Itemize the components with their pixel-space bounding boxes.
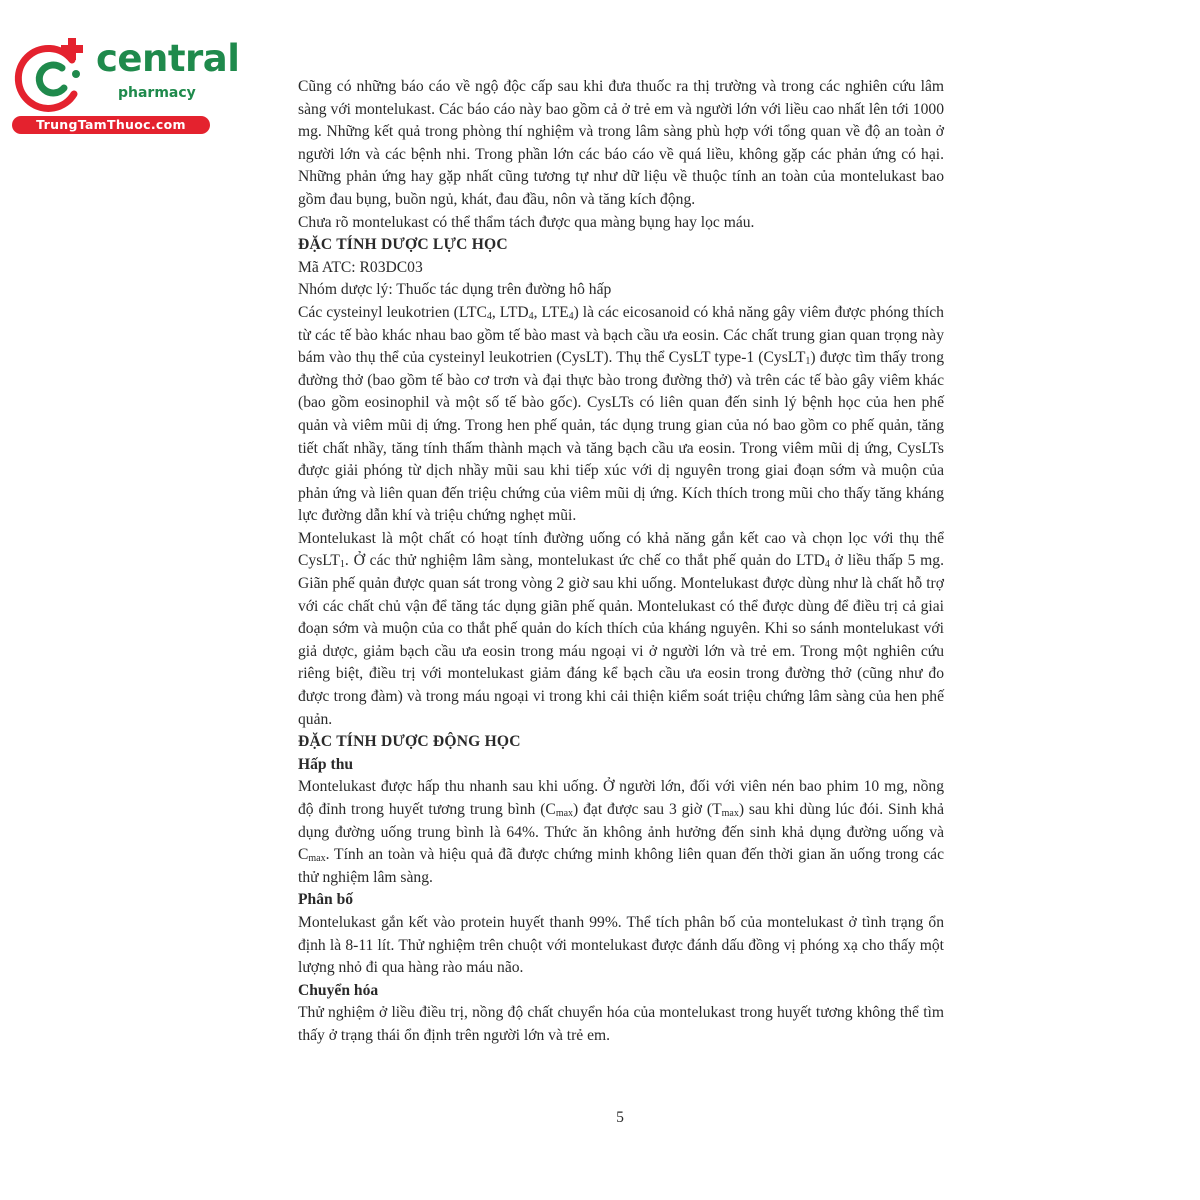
text-run: Montelukast là một chất có hoạt tính đường uống có khả năng gắn kết cao và chọn lọc với thụ thể CysLT bbox=[298, 529, 944, 570]
subscript: max bbox=[721, 808, 739, 819]
document-body bbox=[298, 76, 944, 1048]
subscript: max bbox=[308, 853, 326, 865]
text-run: , LTD bbox=[491, 303, 529, 321]
pharmacy-cross-icon bbox=[10, 36, 96, 116]
brand-subtitle: pharmacy bbox=[118, 85, 196, 101]
distribution-heading: Phân bố bbox=[298, 891, 354, 909]
metabolism-paragraph: Thử nghiệm ở liều điều trị, nồng độ chất chuyển hóa của montelukast trong huyết tương không thể tìm thấy ở trạng thái ổn định trên người lớn và trẻ em. bbox=[298, 1004, 944, 1044]
dialysis-paragraph: Chưa rõ montelukast có thể thẩm tách được qua màng bụng hay lọc máu. bbox=[298, 213, 755, 231]
subscript: 4 bbox=[824, 559, 830, 571]
pharmacologic-group: Nhóm dược lý: Thuốc tác dụng trên đường hô hấp bbox=[298, 281, 612, 299]
absorption-heading: Hấp thu bbox=[298, 755, 354, 773]
text-run: ở liều thấp 5 mg. Giãn phế quản được quan sát trong vòng 2 giờ sau khi uống. Montelukast được dùng như là chất hỗ trợ với các chất chủ vận để tăng tác dụng giãn phế quản. Montelukast có thể được dùng để điều trị cả giai đoạn sớm và muộn của co thắt phế quản do kích thích của kháng nguyên. Khi so sánh montelukast với giả dược, giảm bạch cầu ưa eosin trong máu ngoại vi ở người lớn và trẻ em. Trong một nghiên cứu riêng biệt, điều trị với montelukast giảm đáng kể bạch cầu ưa eosin trong đường thở (cũng như đo được trong đàm) và trong máu ngoại vi trong khi cải thiện kiểm soát triệu chứng lâm sàng của hen phế quản. bbox=[298, 552, 944, 728]
brand-name: central bbox=[96, 37, 240, 80]
text-run: ) sau khi dùng lúc đói. Sinh khả dụng đường uống trung bình là 64%. Thức ăn không ảnh hưởng đến sinh khả dụng đường uống và C bbox=[298, 801, 944, 864]
montelukast-action-paragraph bbox=[298, 528, 944, 731]
text-run: ) là các eicosanoid có khả năng gây viêm được phóng thích từ các tế bào khác nhau bao gồm tế bào mast và bạch cầu ưa eosin. Các chất trung gian quan trọng này bám vào thụ thể của cysteinyl leukotrien (CysLT). Thụ thể CysLT type-1 (CysLT bbox=[298, 303, 944, 367]
pharmacodynamics-heading: ĐẶC TÍNH DƯỢC LỰC HỌC bbox=[298, 236, 508, 254]
absorption-paragraph bbox=[298, 776, 944, 889]
text-run: , LTE bbox=[533, 303, 569, 321]
distribution-paragraph: Montelukast gắn kết vào protein huyết thanh 99%. Thể tích phân bố của montelukast ở tình trạng ổn định là 8-11 lít. Thử nghiệm trên chuột với montelukast được đánh dấu đồng vị phóng xạ cho thấy một lượng nhỏ đi qua hàng rào máu não. bbox=[298, 913, 944, 977]
text-run: . Tính an toàn và hiệu quả đã được chứng minh không liên quan đến thời gian ăn uống trong các thử nghiệm lâm sàng. bbox=[298, 846, 944, 886]
text-run: ) được tìm thấy trong đường thở (bao gồm tế bào cơ trơn và đại thực bào trong đường thở) và trên các tế bào gây viêm khác (bao gồm eosinophil và một số tế bào gốc). CysLTs có liên quan đến sinh lý bệnh học của hen phế quản và viêm mũi dị ứng. Trong hen phế quản, tác dụng trung gian của nó bao gồm co phế quản, tăng tiết chất nhầy, tăng tính thấm thành mạch và tăng bạch cầu ưa eosin. Trong viêm mũi dị ứng, CysLTs được giải phóng từ dịch nhầy mũi sau khi tiếp xúc với dị nguyên trong giai đoạn sớm và muộn của phản ứng và liên quan đến triệu chứng của viêm mũi dị ứng. Kích thích trong mũi cho thấy tăng kháng lực đường dẫn khí và triệu chứng nghẹt mũi. bbox=[298, 349, 944, 525]
metabolism-heading: Chuyển hóa bbox=[298, 981, 379, 999]
central-pharmacy-logo bbox=[10, 36, 240, 136]
subscript: 1 bbox=[805, 356, 811, 368]
page-number: 5 bbox=[616, 1109, 624, 1126]
subscript: 4 bbox=[528, 310, 534, 322]
text-run: ) đạt được sau 3 giờ (T bbox=[573, 801, 722, 818]
subscript: max bbox=[555, 808, 574, 819]
text-run: Montelukast được hấp thu nhanh sau khi uống. Ở người lớn, đối với viên nén bao phim 10 mg, nồng độ đỉnh trong huyết tương trung bình (C bbox=[298, 778, 944, 818]
atc-code: Mã ATC: R03DC03 bbox=[298, 258, 423, 276]
leukotriene-paragraph bbox=[298, 302, 944, 528]
overdose-paragraph: Cũng có những báo cáo về ngộ độc cấp sau khi đưa thuốc ra thị trường và trong các nghiên cứu lâm sàng với montelukast. Các báo cáo này bao gồm cả ở trẻ em và người lớn với liều cao nhất lên tới 1000 mg. Những kết quả trong phòng thí nghiệm và trong lâm sàng phù hợp với tổng quan về độ an toàn ở người lớn và các bệnh nhi. Trong phần lớn các báo cáo về quá liều, không gặp các phản ứng có hại. Những phản ứng hay gặp nhất cũng tương tự như dữ liệu về thuộc tính an toàn của montelukast bao gồm đau bụng, buồn ngủ, khát, đau đầu, nôn và tăng kích động. bbox=[298, 78, 944, 208]
subscript: 4 bbox=[568, 310, 574, 322]
text-run: . Ở các thử nghiệm lâm sàng, montelukast ức chế co thắt phế quản do LTD bbox=[344, 552, 825, 570]
brand-website: TrungTamThuoc.com bbox=[12, 116, 210, 134]
subscript: 4 bbox=[486, 310, 492, 322]
pharmacokinetics-heading: ĐẶC TÍNH DƯỢC ĐỘNG HỌC bbox=[298, 733, 521, 751]
text-run: Các cysteinyl leukotrien (LTC bbox=[298, 303, 487, 321]
subscript: 1 bbox=[339, 559, 345, 571]
